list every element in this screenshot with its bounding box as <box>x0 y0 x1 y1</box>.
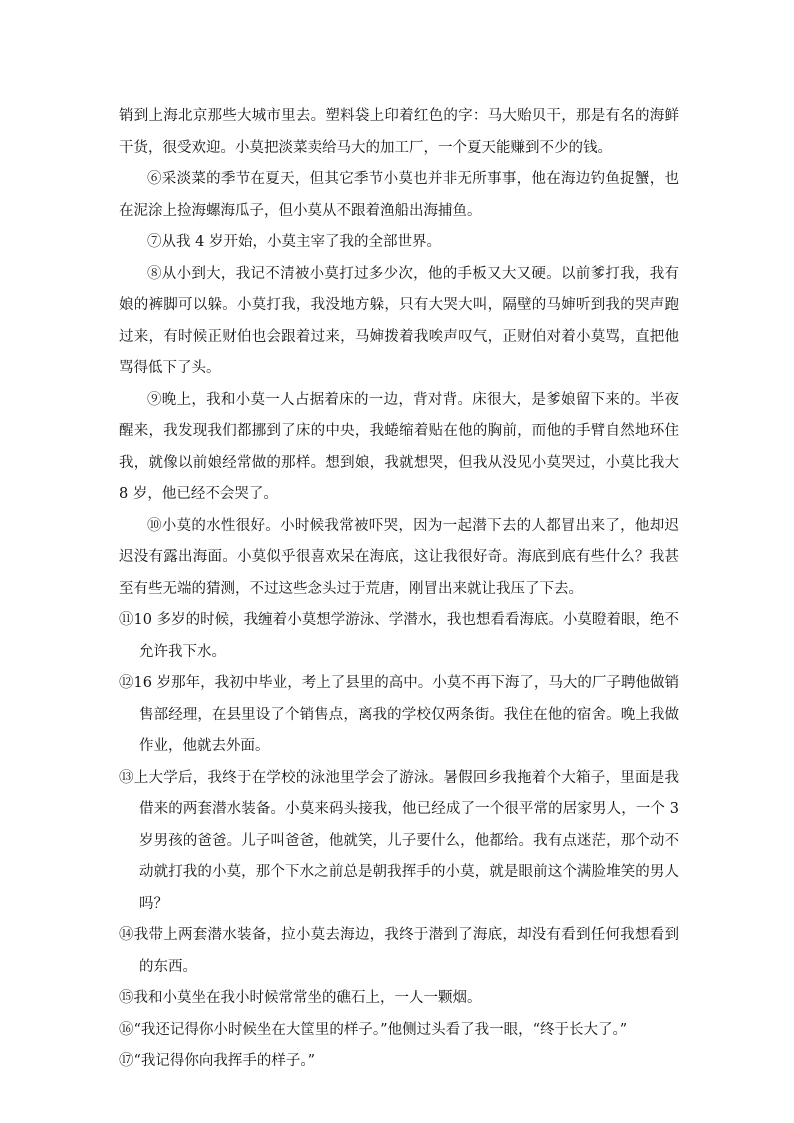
paragraph-continued: 销到上海北京那些大城市里去。塑料袋上印着红色的字：马大贻贝干，那是有名的海鲜干货，很受欢迎。小莫把淡菜卖给马大的加工厂，一个夏天能赚到不少的钱。 <box>119 108 679 156</box>
paragraph-8: ⑧从小到大，我记不清被小莫打过多少次，他的手板又大又硬。以前爹打我，我有娘的裤脚可以躲。小莫打我，我没地方躲，只有大哭大叫，隔壁的马婶听到我的哭声跑过来，有时候正财伯也会跟着过来，马婶拨着我唉声叹气，正财伯对着小莫骂，直把他骂得低下了头。 <box>119 265 679 376</box>
paragraph-11: ⑪10 多岁的时候，我缠着小莫想学游泳、学潜水，我也想看看海底。小莫瞪着眼，绝不允许我下水。 <box>119 612 679 660</box>
paragraph-7: ⑦从我 4 岁开始，小莫主宰了我的全部世界。 <box>147 234 441 250</box>
paragraph-16: ⑯“我还记得你小时候坐在大筐里的样子。”他侧过头看了我一眼，“终于长大了。” <box>119 1021 628 1038</box>
paragraph-10: ⑩小莫的水性很好。小时候我常被吓哭，因为一起潜下去的人都冒出来了，他却迟迟没有露出海面。小莫似乎很喜欢呆在海底，这让我很好奇。海底到底有些什么？我甚至有些无端的猜测，不过这些念头过于荒唐，刚冒出来就让我压了下去。 <box>119 517 679 597</box>
paragraph-6: ⑥采淡菜的季节在夏天，但其它季节小莫也并非无所事事，他在海边钓鱼捉蟹，也在泥涂上捡海螺海瓜子，但小莫从不跟着渔船出海捕鱼。 <box>119 171 679 219</box>
paragraph-17: ⑰“我记得你向我挥手的样子。” <box>119 1053 316 1069</box>
paragraph-15: ⑮我和小莫坐在我小时候常常坐的礁石上，一人一颗烟。 <box>119 990 482 1006</box>
paragraph-12: ⑫16 岁那年，我初中毕业，考上了县里的高中。小莫不再下海了，马大的厂子聘他做销售部经理，在县里设了个销售点，离我的学校仅两条街。我住在他的宿舍。晚上我做作业，他就去外面。 <box>119 675 679 754</box>
paragraph-13: ⑬上大学后，我终于在学校的泳池里学会了游泳。暑假回乡我拖着个大箱子，里面是我借来的两套潜水装备。小莫来码头接我，他已经成了一个很平常的居家男人，一个 3 岁男孩的爸爸。儿子叫爸爸，他就笑，儿子要什么，他都给。我有点迷茫，那个动不动就打我的小莫，那个下水之前总是朝我挥手的小莫，就是眼前这个满脸堆笑的男人吗？ <box>119 769 679 912</box>
paragraph-14: ⑭我带上两套潜水装备，拉小莫去海边，我终于潜到了海底，却没有看到任何我想看到的东西。 <box>119 927 679 975</box>
body-text <box>119 101 679 1078</box>
paragraph-9: ⑨晚上，我和小莫一人占据着床的一边，背对背。床很大，是爹娘留下来的。半夜醒来，我发现我们都挪到了床的中央，我蜷缩着贴在他的胸前，而他的手臂自然地环住我，就像以前娘经常做的那样。想到娘，我就想哭，但我从没见小莫哭过，小莫比我大 8 岁，他已经不会哭了。 <box>119 391 679 502</box>
